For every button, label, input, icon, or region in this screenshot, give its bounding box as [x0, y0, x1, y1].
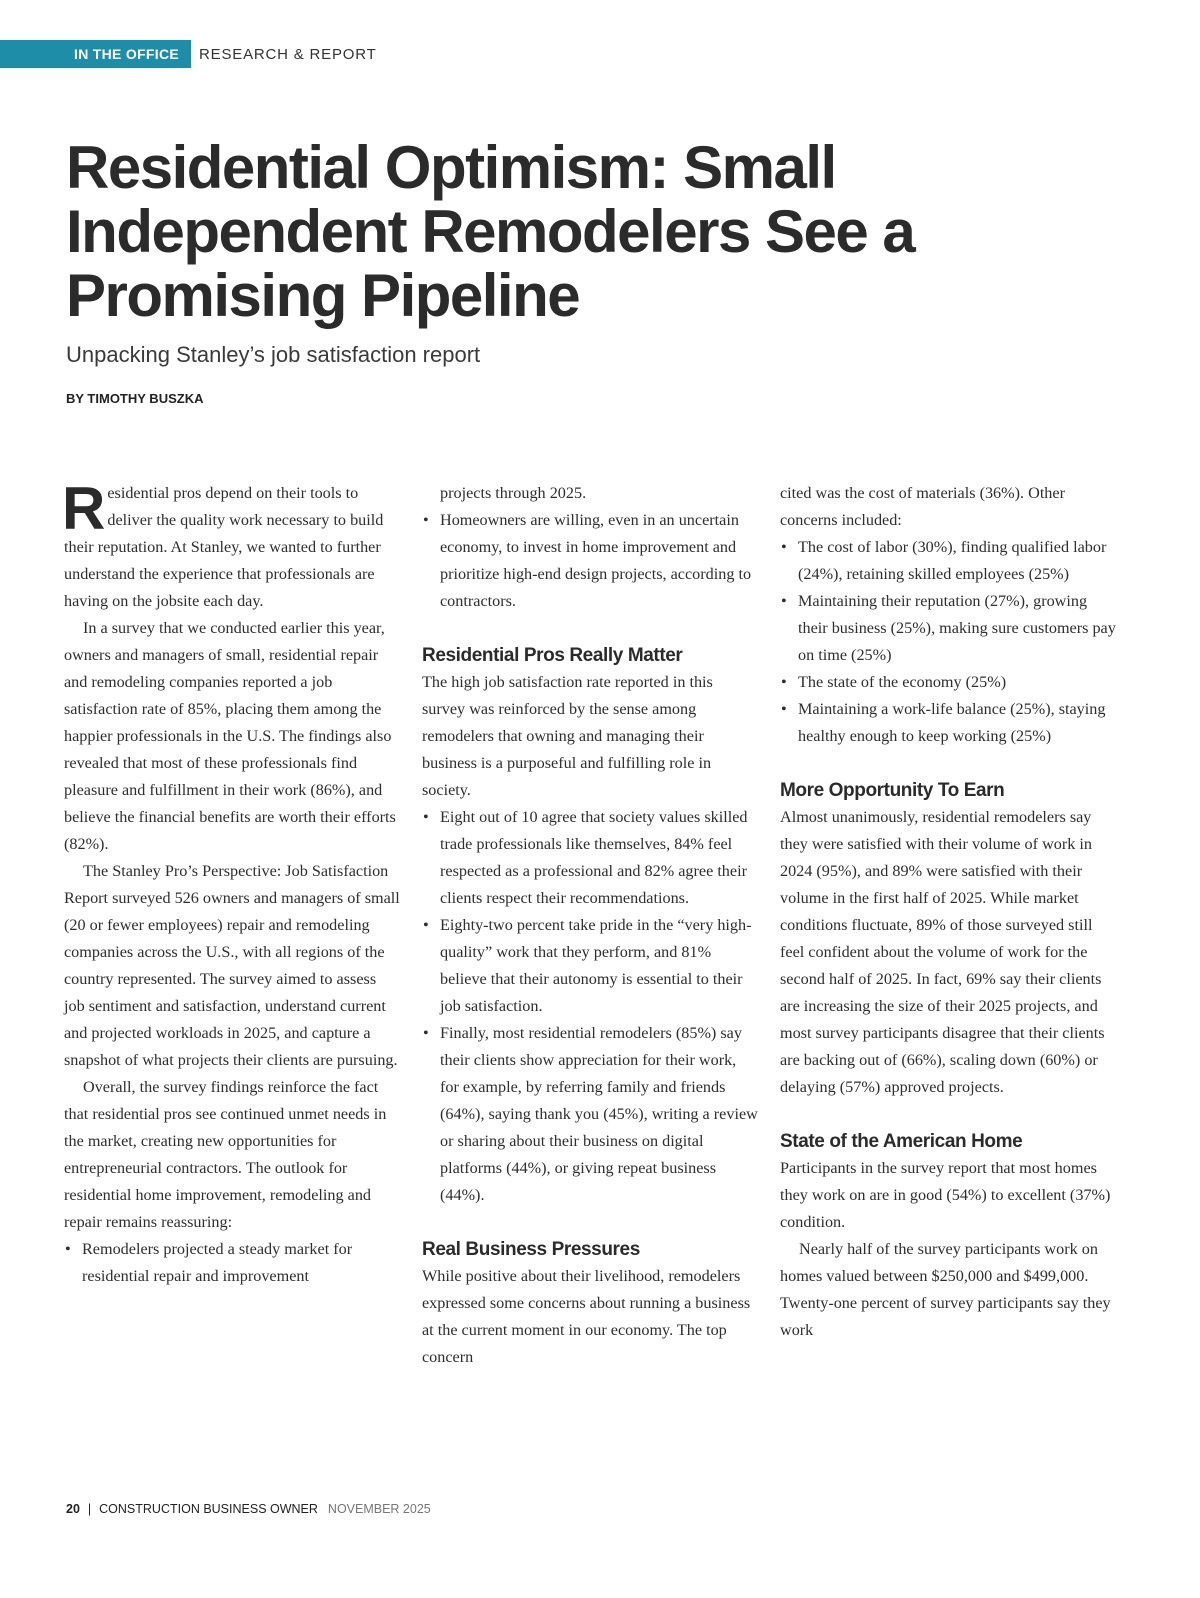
- list-item: • The cost of labor (30%), finding qualified labor (24%), retaining skilled employees (25%): [780, 534, 1116, 588]
- drop-cap: R: [62, 475, 106, 542]
- section-header: [0, 40, 377, 68]
- intro-text: esidential pros depend on their tools to deliver the quality work necessary to build their reputation. At Stanley, we wanted to further understand the experience that professionals are having on the jobsite each day.: [64, 484, 384, 610]
- issue-date: NOVEMBER 2025: [327, 1502, 431, 1516]
- section-heading: State of the American Home: [780, 1131, 1023, 1152]
- column-1: [62, 475, 400, 1290]
- paragraph: Almost unanimously, residential remodelers say they were satisfied with their volume of work in 2024 (95%), and 89% were satisfied with their volume in the first half of 2025. While market conditions fluctuate, 89% of those surveyed still feel confident about the volume of work for the second half of 2025. In fact, 69% say their clients are increasing the size of their 2025 projects, and most survey participants disagree that their clients are backing out of (66%), scaling down (60%) or delaying (57%) approved projects.: [780, 808, 1105, 1096]
- list-item: • Eighty-two percent take pride in the “very high-quality” work that they perform, and 81% believe that their autonomy is essential to their job satisfaction.: [422, 912, 758, 1020]
- paragraph: Nearly half of the survey participants work on homes valued between $250,000 and $499,000. Twenty-one percent of survey participants say they work: [780, 1240, 1111, 1339]
- list-item: • Finally, most residential remodelers (85%) say their clients show appreciation for their work, for example, by referring family and friends (64%), saying thank you (45%), writing a review or sharing about their business on digital platforms (44%), or giving repeat business (44%).: [422, 1020, 758, 1209]
- section-heading: More Opportunity To Earn: [780, 780, 1005, 801]
- list-item: • Maintaining their reputation (27%), growing their business (25%), making sure customers pay on time (25%): [780, 588, 1116, 669]
- list-item-continued: projects through 2025.: [440, 484, 587, 502]
- intro-paragraph: [62, 475, 400, 615]
- paragraph: While positive about their livelihood, remodelers expressed some concerns about running a business at the current moment in our economy. The top concern: [422, 1267, 751, 1366]
- page-footer: [66, 1502, 431, 1516]
- paragraph: The high job satisfaction rate reported in this survey was reinforced by the sense among remodelers that owning and managing their business is a purposeful and fulfilling role in society.: [422, 673, 713, 799]
- matter-list: [422, 804, 758, 1209]
- column-3: [780, 480, 1116, 1344]
- publication-name: CONSTRUCTION BUSINESS OWNER: [99, 1502, 318, 1516]
- list-item: • Maintaining a work-life balance (25%), staying healthy enough to keep working (25%): [780, 696, 1116, 750]
- outlook-list-continued: [422, 507, 758, 615]
- paragraph-continued: cited was the cost of materials (36%). Other concerns included:: [780, 484, 1065, 529]
- article-subtitle: Unpacking Stanley’s job satisfaction report: [66, 342, 481, 367]
- page-number: 20: [66, 1502, 80, 1516]
- section-heading: Residential Pros Really Matter: [422, 645, 683, 666]
- section-heading: Real Business Pressures: [422, 1239, 640, 1260]
- paragraph: The Stanley Pro’s Perspective: Job Satisfaction Report surveyed 526 owners and managers of small (20 or fewer employees) repair and remodeling companies across the U.S., with all regions of the country represented. The survey aimed to assess job sentiment and satisfaction, understand current and projected workloads in 2025, and capture a snapshot of what projects their clients are pursuing.: [64, 862, 400, 1069]
- byline: BY TIMOTHY BUSZKA: [66, 391, 204, 406]
- footer-separator: |: [87, 1502, 92, 1516]
- pressures-list: [780, 534, 1116, 750]
- list-item: • Eight out of 10 agree that society values skilled trade professionals like themselves, 84% feel respected as a professional and 82% agree their clients respect their recommendations.: [422, 804, 758, 912]
- paragraph: Participants in the survey report that most homes they work on are in good (54%) to excellent (37%) condition.: [780, 1159, 1111, 1231]
- section-tag: IN THE OFFICE: [0, 40, 191, 68]
- paragraph: In a survey that we conducted earlier this year, owners and managers of small, residential repair and remodeling companies reported a job satisfaction rate of 85%, placing them among the happier professionals in the U.S. The findings also revealed that most of these professionals find pleasure and fulfillment in their work (86%), and believe the financial benefits are worth their efforts (82%).: [64, 619, 396, 853]
- article-title: Residential Optimism: Small Independent Remodelers See a Promising Pipeline: [66, 134, 915, 329]
- section-subtitle: RESEARCH & REPORT: [199, 45, 377, 63]
- list-item: • The state of the economy (25%): [780, 669, 1116, 696]
- column-2: [422, 480, 758, 1371]
- outlook-list: [64, 1236, 400, 1290]
- list-item: • Homeowners are willing, even in an uncertain economy, to invest in home improvement and prioritize high-end design projects, according to contractors.: [422, 507, 758, 615]
- list-item: • Remodelers projected a steady market for residential repair and improvement: [64, 1236, 400, 1290]
- paragraph: Overall, the survey findings reinforce the fact that residential pros see continued unmet needs in the market, creating new opportunities for entrepreneurial contractors. The outlook for residential home improvement, remodeling and repair remains reassuring:: [64, 1078, 387, 1231]
